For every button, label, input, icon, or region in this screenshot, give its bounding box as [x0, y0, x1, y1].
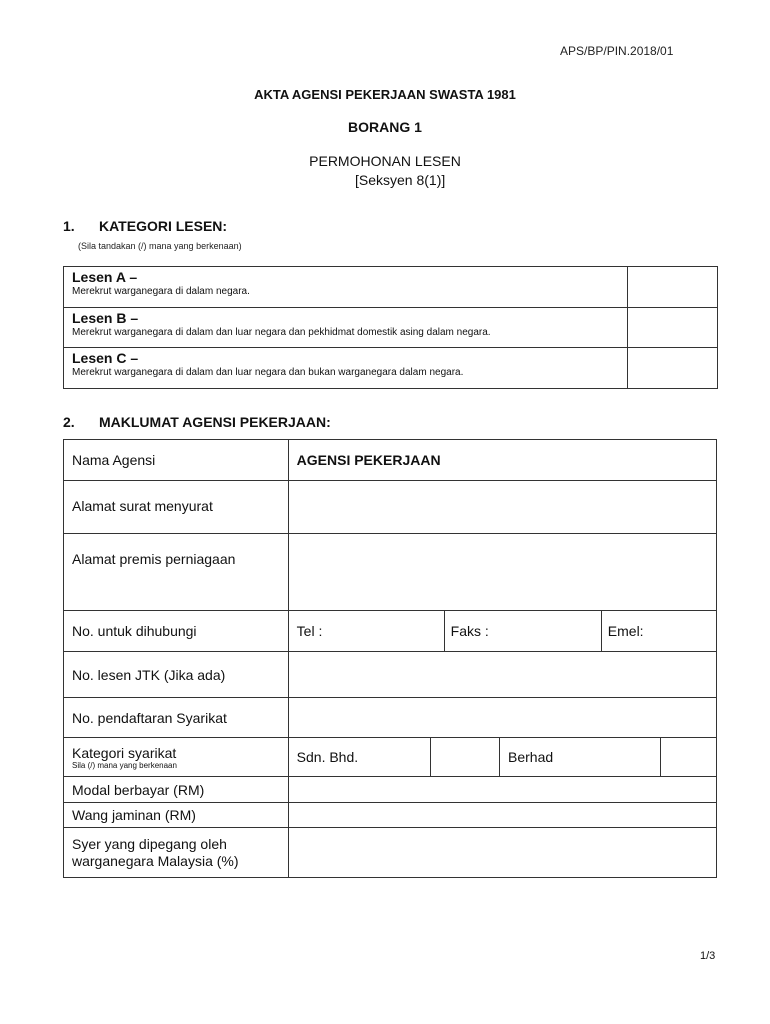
section-2-number: 2.	[63, 414, 75, 430]
paid-capital-row	[64, 777, 717, 803]
mailing-address-field[interactable]	[288, 481, 716, 534]
license-b-name: Lesen B –	[72, 310, 139, 326]
berhad-label: Berhad	[500, 738, 661, 777]
paid-capital-label: Modal berbayar (RM)	[64, 777, 289, 803]
agency-name-row	[64, 440, 717, 481]
license-c-description: Merekrut warganegara di dalam dan luar negara dan bukan warganegara dalam negara.	[72, 367, 464, 378]
form-subtitle: PERMOHONAN LESEN	[309, 153, 461, 169]
jtk-license-label: No. lesen JTK (Jika ada)	[64, 652, 289, 698]
license-a-checkbox[interactable]	[628, 267, 718, 308]
license-a-description: Merekrut warganegara di dalam negara.	[72, 286, 250, 297]
agency-name-label: Nama Agensi	[64, 440, 289, 481]
license-c-checkbox[interactable]	[628, 348, 718, 389]
shares-row	[64, 828, 717, 878]
jtk-license-row	[64, 652, 717, 698]
agency-info-table	[63, 439, 717, 878]
form-title: BORANG 1	[348, 119, 422, 135]
section-2-heading	[63, 414, 331, 430]
fax-field[interactable]: Faks :	[444, 611, 601, 652]
license-row-c	[64, 348, 718, 389]
deposit-row	[64, 803, 717, 828]
deposit-label: Wang jaminan (RM)	[64, 803, 289, 828]
section-1-instruction: (Sila tandakan (/) mana yang berkenaan)	[78, 241, 242, 251]
registration-row	[64, 698, 717, 738]
section-1-title: KATEGORI LESEN:	[99, 218, 228, 234]
license-row-a	[64, 267, 718, 308]
license-b-checkbox[interactable]	[628, 308, 718, 348]
form-reference-number: APS/BP/PIN.2018/01	[560, 44, 674, 58]
company-category-note: Sila (/) mana yang berkenaan	[72, 760, 177, 770]
business-address-label: Alamat premis perniagaan	[64, 534, 289, 611]
business-address-field[interactable]	[288, 534, 716, 611]
license-b-description: Merekrut warganegara di dalam dan luar negara dan pekhidmat domestik asing dalam negara.	[72, 327, 491, 338]
license-c-name: Lesen C –	[72, 350, 139, 366]
deposit-field[interactable]	[288, 803, 716, 828]
sdn-bhd-label: Sdn. Bhd.	[288, 738, 430, 777]
section-1-heading	[63, 218, 227, 234]
license-b-cell	[64, 308, 628, 348]
company-category-row	[64, 738, 717, 777]
business-address-row	[64, 534, 717, 611]
company-category-cell	[64, 738, 289, 777]
mailing-address-label: Alamat surat menyurat	[64, 481, 289, 534]
company-category-label: Kategori syarikat	[72, 744, 177, 761]
license-a-name: Lesen A –	[72, 269, 138, 285]
berhad-checkbox[interactable]	[661, 738, 717, 777]
license-row-b	[64, 308, 718, 348]
license-c-cell	[64, 348, 628, 389]
contact-label: No. untuk dihubungi	[64, 611, 289, 652]
page-number: 1/3	[700, 950, 716, 962]
section-1-number: 1.	[63, 218, 75, 234]
license-category-table	[63, 266, 718, 389]
tel-field[interactable]: Tel :	[288, 611, 444, 652]
section-reference: [Seksyen 8(1)]	[355, 172, 446, 188]
mailing-address-row	[64, 481, 717, 534]
email-field[interactable]: Emel:	[601, 611, 716, 652]
sdn-bhd-checkbox[interactable]	[430, 738, 499, 777]
contact-row	[64, 611, 717, 652]
shares-label: Syer yang dipegang oleh warganegara Malaysia (%)	[64, 828, 289, 878]
agency-name-value[interactable]: AGENSI PEKERJAAN	[288, 440, 716, 481]
section-2-title: MAKLUMAT AGENSI PEKERJAAN:	[99, 414, 331, 430]
shares-field[interactable]	[288, 828, 716, 878]
registration-label: No. pendaftaran Syarikat	[64, 698, 289, 738]
registration-field[interactable]	[288, 698, 716, 738]
act-title: AKTA AGENSI PEKERJAAN SWASTA 1981	[254, 87, 516, 102]
jtk-license-field[interactable]	[288, 652, 716, 698]
paid-capital-field[interactable]	[288, 777, 716, 803]
license-a-cell	[64, 267, 628, 308]
